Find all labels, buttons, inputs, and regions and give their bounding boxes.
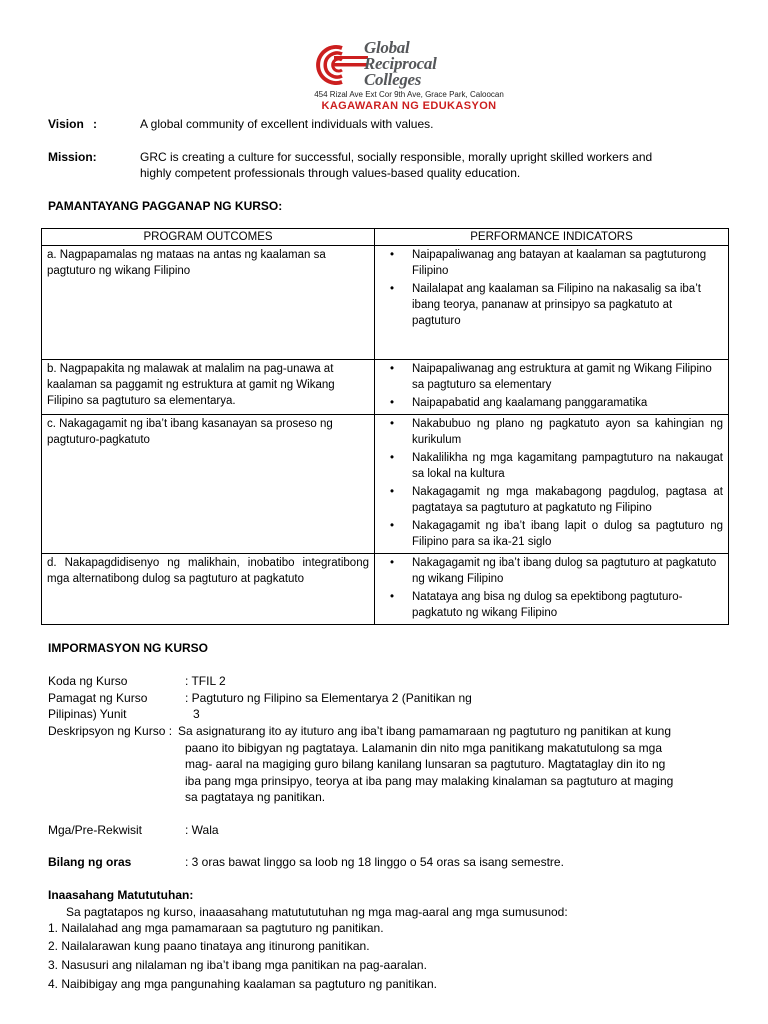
- deskripsyon-line: iba pang mga prinsipyo, teorya at iba pang may malaking kinalaman sa pagtuturo at maging: [185, 774, 674, 788]
- table-row: [42, 415, 729, 554]
- oras-value: : 3 oras bawat linggo sa loob ng 18 linggo o 54 oras sa isang semestre.: [185, 855, 564, 869]
- indicator-item: • Naipapabatid ang kaalamang panggaramatika: [412, 395, 723, 411]
- outcome-cell: c. Nakagagamit ng iba’t ibang kasanayan sa proseso ng pagtuturo-pagkatuto: [42, 415, 375, 554]
- oras-label: Bilang ng oras: [48, 855, 132, 869]
- vision-colon: :: [93, 117, 97, 131]
- indicators-cell: [375, 415, 729, 554]
- address-line: 454 Rizal Ave Ext Cor 9th Ave, Grace Park, Caloocan: [314, 90, 504, 99]
- pamantayan-heading: PAMANTAYANG PAGGANAP NG KURSO:: [48, 199, 283, 213]
- indicator-item: • Natataya ang bisa ng dulog sa epektibong pagtuturo-pagkatuto ng wikang Filipino: [412, 589, 723, 621]
- pamagat-value: : Pagtuturo ng Filipino sa Elementarya 2 (Panitikan ng: [185, 691, 472, 705]
- indicators-cell: [375, 360, 729, 415]
- yunit-value: 3: [193, 707, 200, 721]
- logo-line-global: Global: [364, 38, 410, 57]
- vision-label: Vision: [48, 117, 84, 131]
- table-row: [42, 554, 729, 625]
- mission-text-line2: highly competent professionals through values-based quality education.: [140, 166, 521, 180]
- indicator-item: • Nakabubuo ng plano ng pagkatuto ayon sa kahingian ng kurikulum: [412, 416, 723, 448]
- logo-line-colleges: Colleges: [364, 70, 422, 89]
- indicators-cell: [375, 246, 729, 360]
- koda-value: : TFIL 2: [185, 674, 226, 688]
- outcome-cell: d. Nakapagdidisenyo ng malikhain, inobatibo integratibong mga alternatibong dulog sa pagtuturo at pagkatuto: [42, 554, 375, 625]
- mission-label: Mission:: [48, 150, 97, 164]
- vision-text: A global community of excellent individuals with values.: [140, 117, 434, 131]
- deskripsyon-line: mag- aaral na magiging guro bilang kanilang lunsaran sa pagtuturo. Magtataglay din ito ng: [185, 757, 666, 771]
- header-performance-indicators: PERFORMANCE INDICATORS: [375, 229, 729, 246]
- prerek-value: : Wala: [185, 823, 219, 837]
- letterhead: [0, 18, 768, 112]
- indicators-cell: [375, 554, 729, 625]
- list-item: 1. Nailalahad ang mga pamamaraan sa pagtuturo ng panitikan.: [48, 921, 384, 935]
- logo-wordmark: [364, 40, 437, 88]
- outcome-cell: b. Nagpapakita ng malawak at malalim na pag-unawa at kaalaman sa paggamit ng estruktura at gamit ng Wikang Filipino sa pagtuturo sa elementarya.: [42, 360, 375, 415]
- mission-text-line1: GRC is creating a culture for successful, socially responsible, morally upright skilled workers and: [140, 150, 653, 164]
- department-title: KAGAWARAN NG EDUKASYON: [321, 100, 497, 112]
- indicator-item: • Nailalapat ang kaalaman sa Filipino na nakasalig sa iba’t ibang teorya, pananaw at prinsipyo sa pagkatuto at pagtuturo: [412, 281, 723, 329]
- prerek-label: Mga/Pre-Rekwisit: [48, 823, 143, 837]
- inaasahang-intro: Sa pagtatapos ng kurso, inaaasahang matutututuhan ng mga mag-aaral ang mga sumusunod:: [66, 905, 568, 919]
- outcome-cell: a. Nagpapamalas ng mataas na antas ng kaalaman sa pagtuturo ng wikang Filipino: [42, 246, 375, 360]
- deskripsyon-line: sa pagtataya ng panitikan.: [185, 790, 326, 804]
- koda-label: Koda ng Kurso: [48, 674, 128, 688]
- indicator-item: • Naipapaliwanag ang estruktura at gamit ng Wikang Filipino sa pagtuturo sa elementary: [412, 361, 723, 393]
- pamagat-label: Pamagat ng Kurso: [48, 691, 148, 705]
- pamagat-continued: Pilipinas) Yunit: [48, 707, 127, 721]
- header-program-outcomes: PROGRAM OUTCOMES: [42, 229, 375, 246]
- deskripsyon-line: Sa asignaturang ito ay ituturo ang iba’t ibang pamamaraan ng pagtuturo ng panitikan at kung: [178, 724, 672, 738]
- program-outcomes-table: [41, 228, 729, 625]
- table-row: [42, 360, 729, 415]
- indicator-item: • Nakalilikha ng mga kagamitang pampagtuturo na nakaugat sa lokal na kultura: [412, 450, 723, 482]
- indicator-item: • Nakagagamit ng iba’t ibang lapit o dulog sa pagtuturo ng Filipino para sa ika-21 siglo: [412, 518, 723, 550]
- grc-logo-icon: [312, 42, 368, 86]
- deskripsyon-label: Deskripsyon ng Kurso :: [48, 724, 173, 738]
- impormasyon-heading: IMPORMASYON NG KURSO: [48, 641, 209, 655]
- table-row: [42, 246, 729, 360]
- indicator-item: • Naipapaliwanag ang batayan at kaalaman sa pagtuturong Filipino: [412, 247, 723, 279]
- logo-line-reciprocal: Reciprocal: [364, 54, 437, 73]
- deskripsyon-line: paano ito bibigyan ng pagtataya. Lalamanin din nito mga panitikang makatutulong sa mga: [185, 741, 662, 755]
- inaasahang-heading: Inaasahang Matututuhan:: [48, 888, 194, 902]
- indicator-item: • Nakagagamit ng iba’t ibang dulog sa pagtuturo at pagkatuto ng wikang Filipino: [412, 555, 723, 587]
- table-header-row: [42, 229, 729, 246]
- list-item: 4. Naibibigay ang mga pangunahing kaalaman sa pagtuturo ng panitikan.: [48, 977, 437, 991]
- list-item: 2. Nailalarawan kung paano tinataya ang itinurong panitikan.: [48, 939, 370, 953]
- list-item: 3. Nasusuri ang nilalaman ng iba’t ibang mga panitikan na pag-aaralan.: [48, 958, 427, 972]
- indicator-item: • Nakagagamit ng mga makabagong pagdulog, pagtasa at pagtataya sa pagtuturo at pagkatuto ng Filipino: [412, 484, 723, 516]
